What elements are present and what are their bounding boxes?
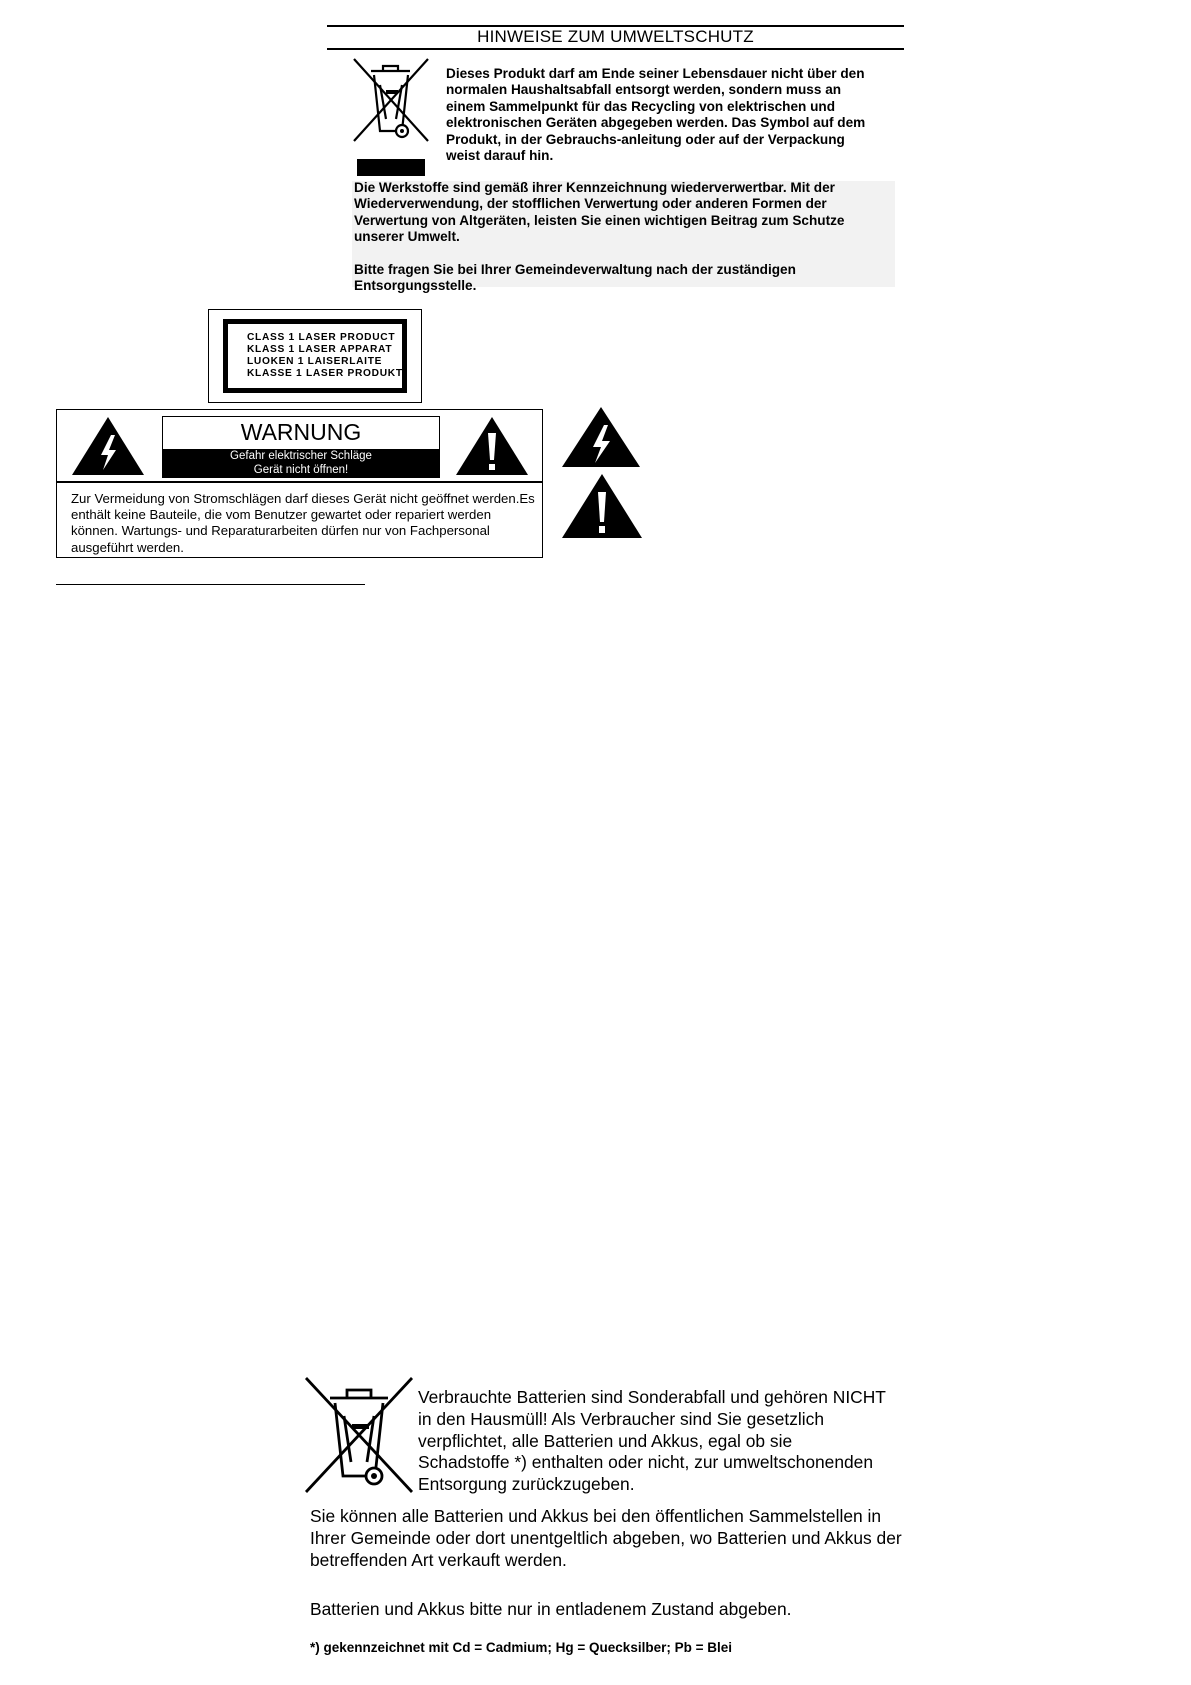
warning-title: WARNUNG (240, 419, 362, 445)
battery-normal-1: Als Verbraucher sind Sie (547, 1408, 747, 1429)
crossed-bin-icon (302, 1374, 416, 1496)
laser-label-frame (223, 319, 407, 393)
battery-normal-2: egal ob sie Schadstoffe *) enthalten oder nicht, zur umweltschonenden Entsorgung zurückzugeben. (418, 1430, 874, 1495)
laser-class-label (208, 309, 422, 403)
laser-line-2: KLASS 1 LASER APPARAT (247, 344, 393, 355)
warning-divider (57, 481, 542, 483)
battery-bold-1: Verbrauchte Batterien sind Sonderabfall und gehören NICHT in den Hausmüll! (418, 1387, 886, 1429)
title-rule-bottom (327, 48, 904, 50)
warning-box (56, 409, 543, 558)
section-rule (56, 584, 365, 585)
environment-title: HINWEISE ZUM UMWELTSCHUTZ (477, 27, 754, 46)
laser-line-4: KLASSE 1 LASER PRODUKT (247, 368, 403, 379)
exclamation-warning-icon (454, 415, 530, 477)
environment-paragraph-1: Dieses Produkt darf am Ende seiner Lebensdauer nicht über den normalen Haushaltsabfall entsorgt werden, sondern muss an einem Sammelpunkt für das Recycling von elektrischen und elektronischen Geräten abgegeben werden. Das Symbol auf dem Produkt, in der Gebrauchs-anleitung oder auf der Verpackung weist darauf hin. (446, 66, 866, 164)
bin-underline-bar (357, 159, 425, 176)
warning-header-panel (162, 416, 440, 478)
battery-paragraph-3: Batterien und Akkus bitte nur in entladenem Zustand abgeben. (310, 1599, 792, 1619)
warning-subtitle-bar (163, 449, 439, 477)
environment-paragraph-3: Bitte fragen Sie bei Ihrer Gemeindeverwaltung nach der zuständigen Entsorgungsstelle. (354, 262, 796, 294)
environment-paragraph-2: Die Werkstoffe sind gemäß ihrer Kennzeichnung wiederverwertbar. Mit der Wiederverwendung, der stofflichen Verwertung oder anderen Formen der Verwertung von Altgeräten, leisten Sie einen wichtigen Beitrag zum Schutze unserer Umwelt. (354, 180, 845, 245)
lightning-warning-icon (560, 405, 642, 469)
battery-paragraph-1 (418, 1387, 888, 1496)
battery-bold-2: gesetzlich verpflichtet, alle Batterien und Akkus, (418, 1408, 825, 1451)
exclamation-warning-icon (560, 472, 644, 540)
warning-text: Zur Vermeidung von Stromschlägen darf dieses Gerät nicht geöffnet werden.Es enthält keine Bauteile, die vom Benutzer gewartet oder repariert werden können. Wartungs- und Reparaturarbeiten dürfen nur von Fachpersonal ausgeführt werden. (71, 491, 535, 555)
warning-subtitle-line-2: Gerät nicht öffnen! (253, 464, 349, 476)
laser-line-3: LUOKEN 1 LAISERLAITE (247, 356, 383, 367)
battery-paragraph-2: Sie können alle Batterien und Akkus bei den öffentlichen Sammelstellen in Ihrer Gemeinde oder dort unentgeltlich abgeben, wo Batterien und Akkus der betreffenden Art verkauft werden. (310, 1506, 902, 1570)
warning-subtitle-line-1: Gefahr elektrischer Schläge (230, 450, 372, 462)
crossed-bin-icon (350, 55, 432, 147)
battery-footnote: *) gekennzeichnet mit Cd = Cadmium; Hg = Quecksilber; Pb = Blei (310, 1640, 732, 1655)
lightning-warning-icon (70, 415, 146, 477)
laser-line-1: CLASS 1 LASER PRODUCT (247, 332, 396, 343)
